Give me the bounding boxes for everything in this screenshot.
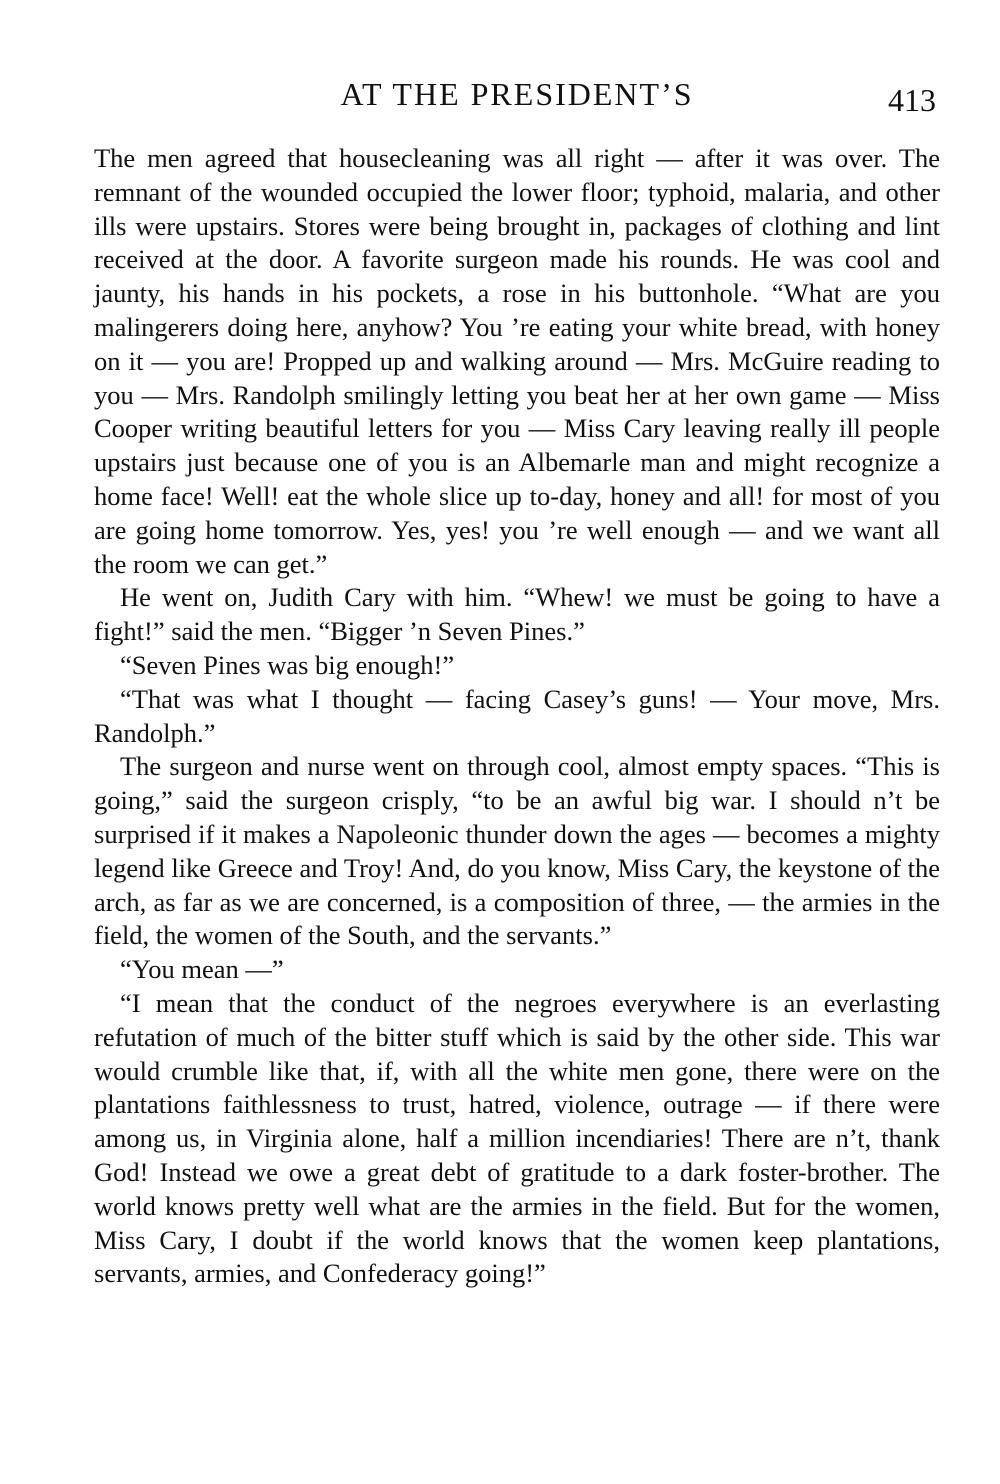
book-page <box>94 72 940 1291</box>
paragraph: “I mean that the conduct of the negroes everywhere is an everlasting refutation of much of the bitter stuff which is said by the other side. This war would crumble like that, if, with all the white men gone, there were on the plantations faithlessness to trust, hatred, violence, outrage — if there were among us, in Virginia alone, half a million incendiaries! There are n’t, thank God! Instead we owe a great debt of gratitude to a dark foster-brother. The world knows pretty well what are the armies in the field. But for the women, Miss Cary, I doubt if the world knows that the women keep plantations, servants, armies, and Confederacy going!” <box>94 987 940 1289</box>
paragraph: “Seven Pines was big enough!” <box>120 649 455 680</box>
running-title: AT THE PRESIDENT’S <box>340 76 694 112</box>
paragraph: The men agreed that housecleaning was all right — after it was over. The remnant of the wounded occupied the lower floor; typhoid, malaria, and other ills were upstairs. Stores were being brought in, packages of clothing and lint received at the door. A favorite surgeon made his rounds. He was cool and jaunty, his hands in his pockets, a rose in his buttonhole. “What are you malingerers doing here, anyhow? You ’re eating your white bread, with honey on it — you are! Propped up and walking around — Mrs. McGuire reading to you — Mrs. Randolph smilingly letting you beat her at her own game — Miss Cooper writing beautiful letters for you — Miss Cary leaving really ill people upstairs just because one of you is an Albemarle man and might recognize a home face! Well! eat the whole slice up to-day, honey and all! for most of you are going home tomorrow. Yes, yes! you ’re well enough — and we want all the room we can get.” <box>94 143 940 579</box>
body-text <box>94 142 940 1291</box>
paragraph: “That was what I thought — facing Casey’s guns! — Your move, Mrs. Randolph.” <box>94 683 940 748</box>
page-number: 413 <box>888 82 936 118</box>
paragraph: The surgeon and nurse went on through cool, almost empty spaces. “This is going,” said the surgeon crisply, “to be an awful big war. I should n’t be surprised if it makes a Napoleonic thunder down the ages — becomes a mighty legend like Greece and Troy! And, do you know, Miss Cary, the keystone of the arch, as far as we are concerned, is a composition of three, — the armies in the field, the women of the South, and the servants.” <box>94 751 940 951</box>
paragraph: “You mean —” <box>120 954 284 985</box>
paragraph: He went on, Judith Cary with him. “Whew! we must be going to have a fight!” said the men. “Bigger ’n Seven Pines.” <box>94 582 940 647</box>
running-head <box>94 72 940 120</box>
